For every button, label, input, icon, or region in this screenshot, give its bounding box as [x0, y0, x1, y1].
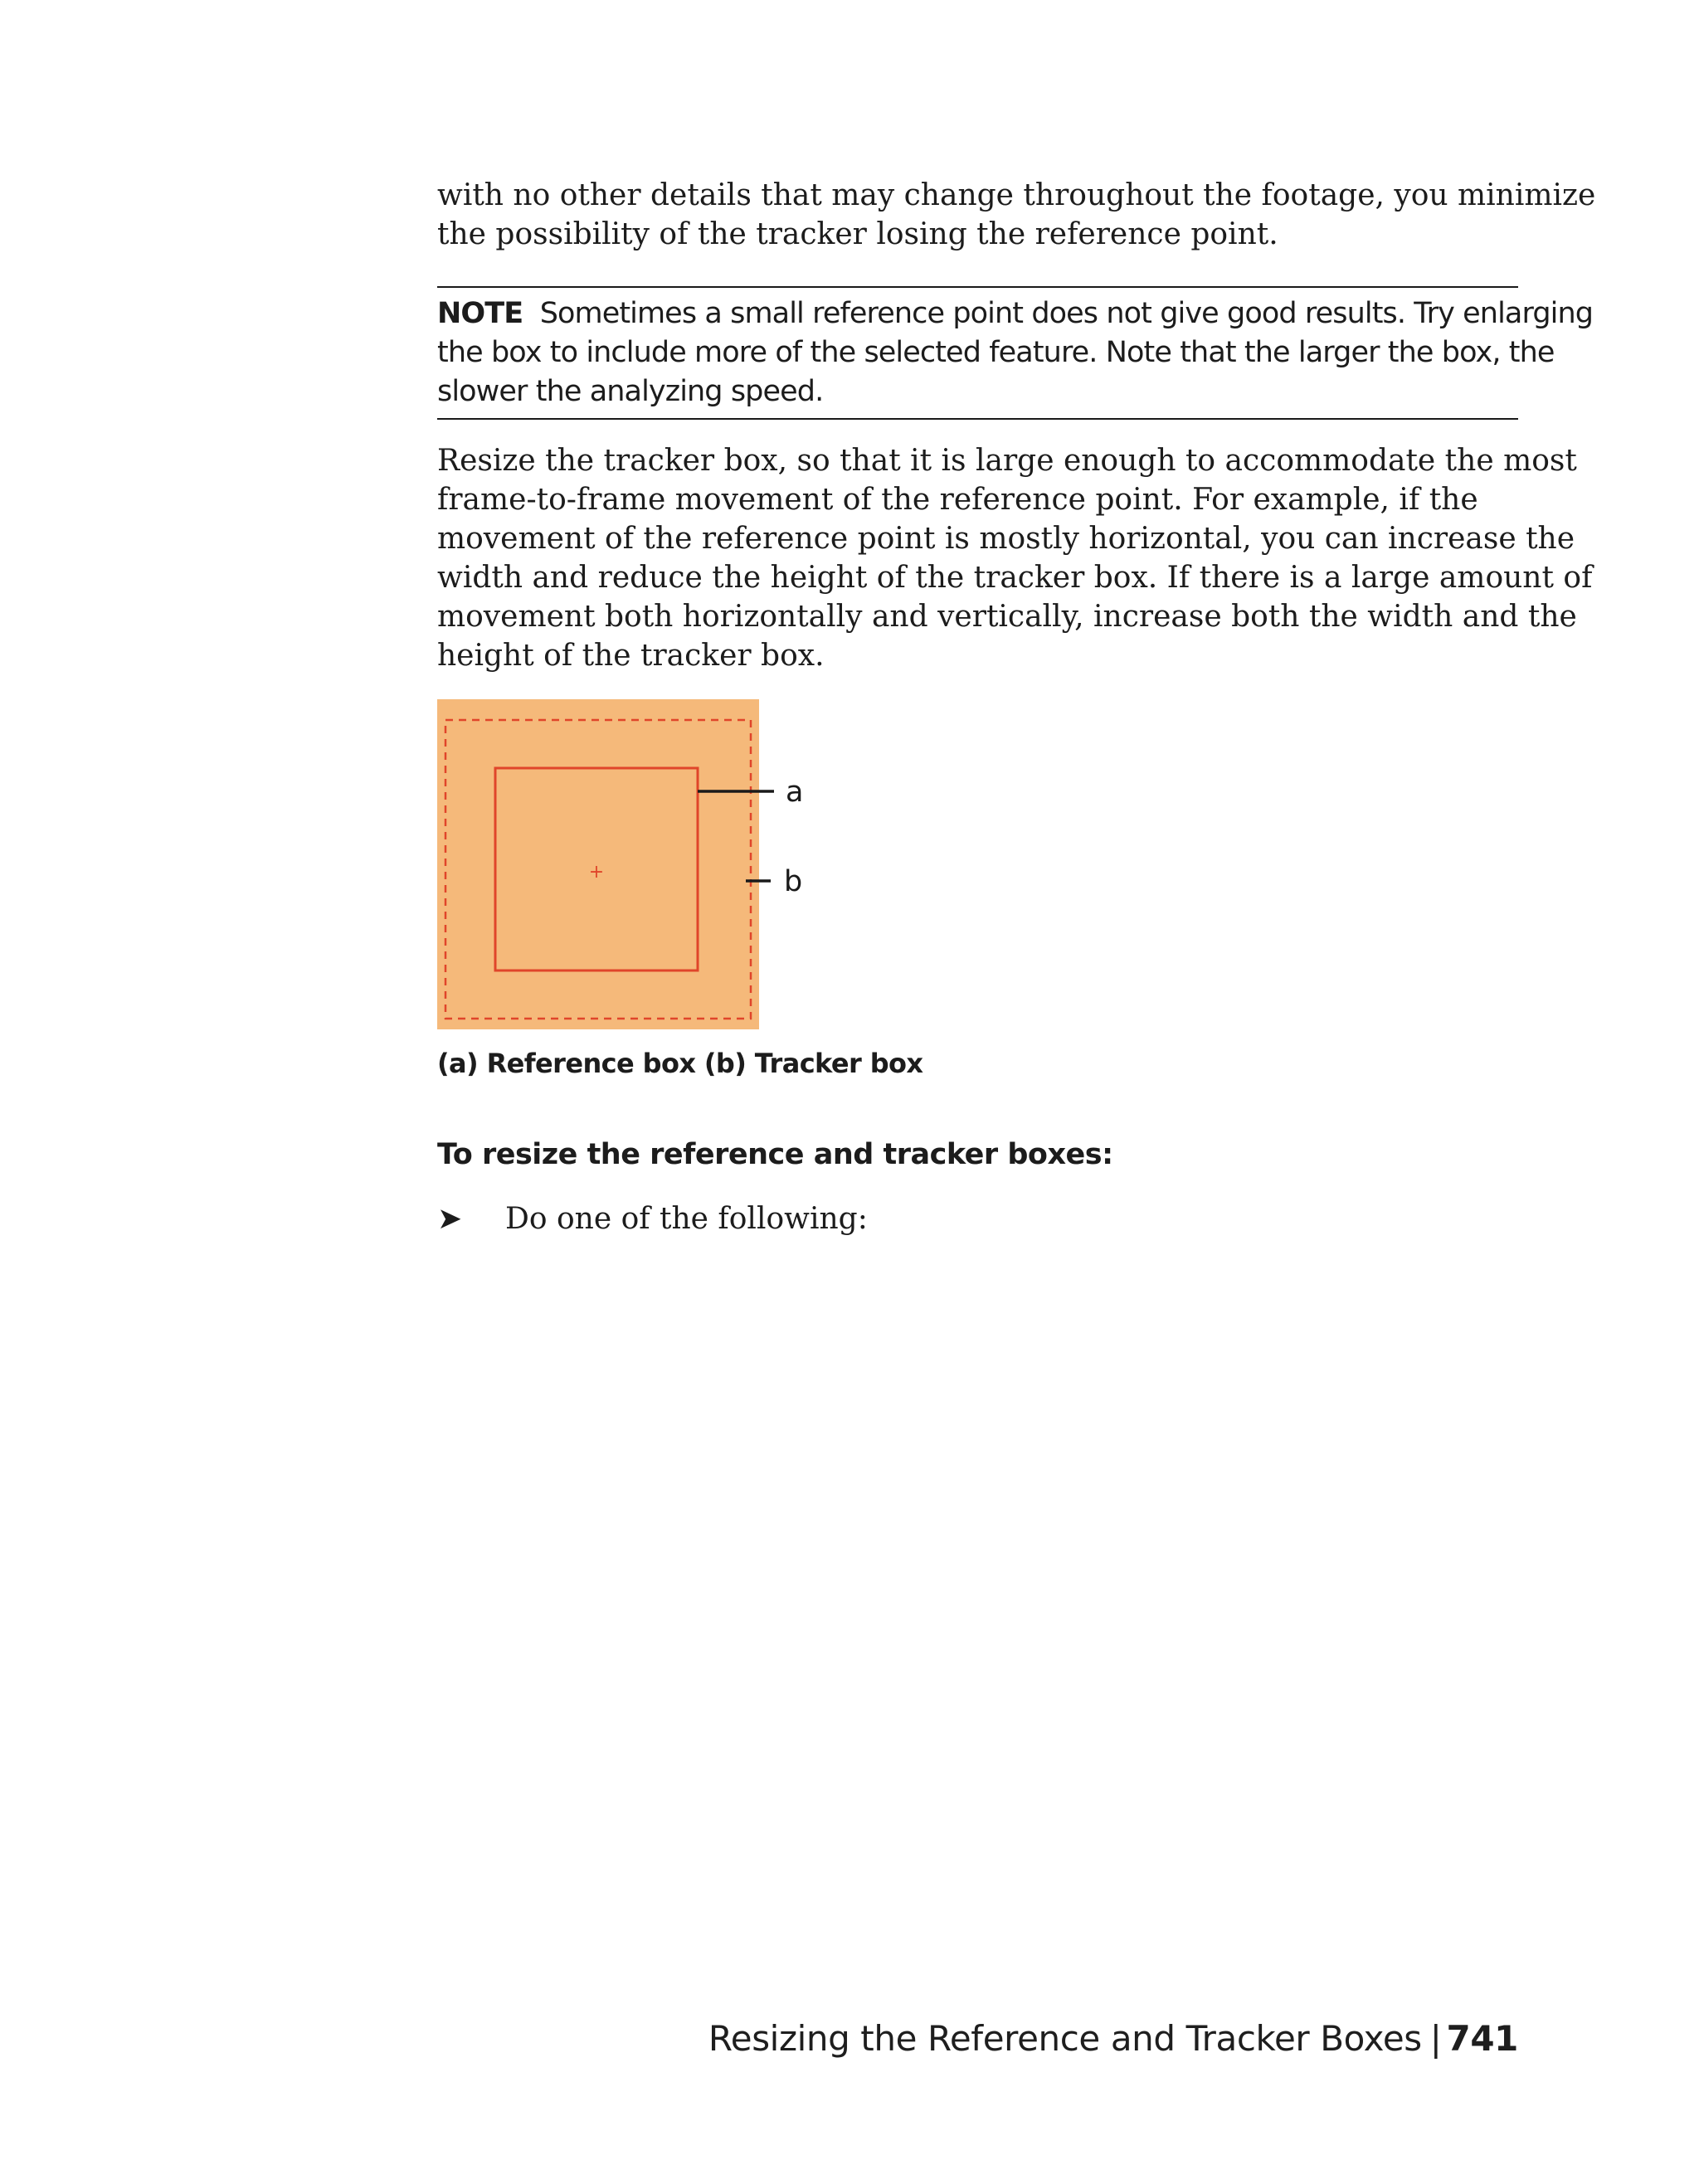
- callout-label-b: b: [784, 865, 803, 898]
- tracker-diagram: [437, 699, 827, 1031]
- figure-caption: (a) Reference box (b) Tracker box: [437, 1048, 923, 1079]
- callout-label-a: a: [786, 776, 804, 809]
- note-line: [437, 294, 1594, 333]
- resize-paragraph: [437, 441, 1593, 675]
- resize-line: Resize the tracker box, so that it is large enough to accommodate the most: [437, 444, 1577, 478]
- intro-paragraph: [437, 176, 1596, 254]
- reference-crosshair: +: [588, 862, 605, 883]
- resize-line: frame-to-frame movement of the reference point. For example, if the: [437, 483, 1478, 517]
- note-line-text: Sometimes a small reference point does not give good results. Try enlarging: [539, 297, 1594, 330]
- note-box: [437, 286, 1594, 420]
- intro-line: the possibility of the tracker losing the reference point.: [437, 217, 1278, 251]
- resize-line: movement both horizontally and vertically, increase both the width and the: [437, 600, 1577, 634]
- page-number: 741: [1446, 2018, 1518, 2059]
- note-line: the box to include more of the selected feature. Note that the larger the box, the: [437, 336, 1555, 369]
- tracker-figure: [437, 699, 827, 1031]
- footer-separator: |: [1429, 2018, 1442, 2059]
- note-bottom-rule: [437, 418, 1518, 420]
- resize-line: movement of the reference point is mostly horizontal, you can increase the: [437, 522, 1575, 556]
- note-line: slower the analyzing speed.: [437, 375, 824, 408]
- step-text: Do one of the following:: [505, 1202, 868, 1236]
- resize-line: width and reduce the height of the tracker box. If there is a large amount of: [437, 561, 1593, 595]
- procedure-heading: To resize the reference and tracker boxes:: [437, 1138, 1113, 1171]
- footer-section-title: Resizing the Reference and Tracker Boxes: [708, 2018, 1422, 2059]
- arrow-bullet-icon: ➤: [437, 1202, 463, 1236]
- note-label: NOTE: [437, 297, 523, 330]
- resize-line: height of the tracker box.: [437, 639, 825, 673]
- page-footer: [708, 2017, 1518, 2060]
- note-body: [437, 288, 1594, 418]
- intro-line: with no other details that may change throughout the footage, you minimize: [437, 178, 1596, 212]
